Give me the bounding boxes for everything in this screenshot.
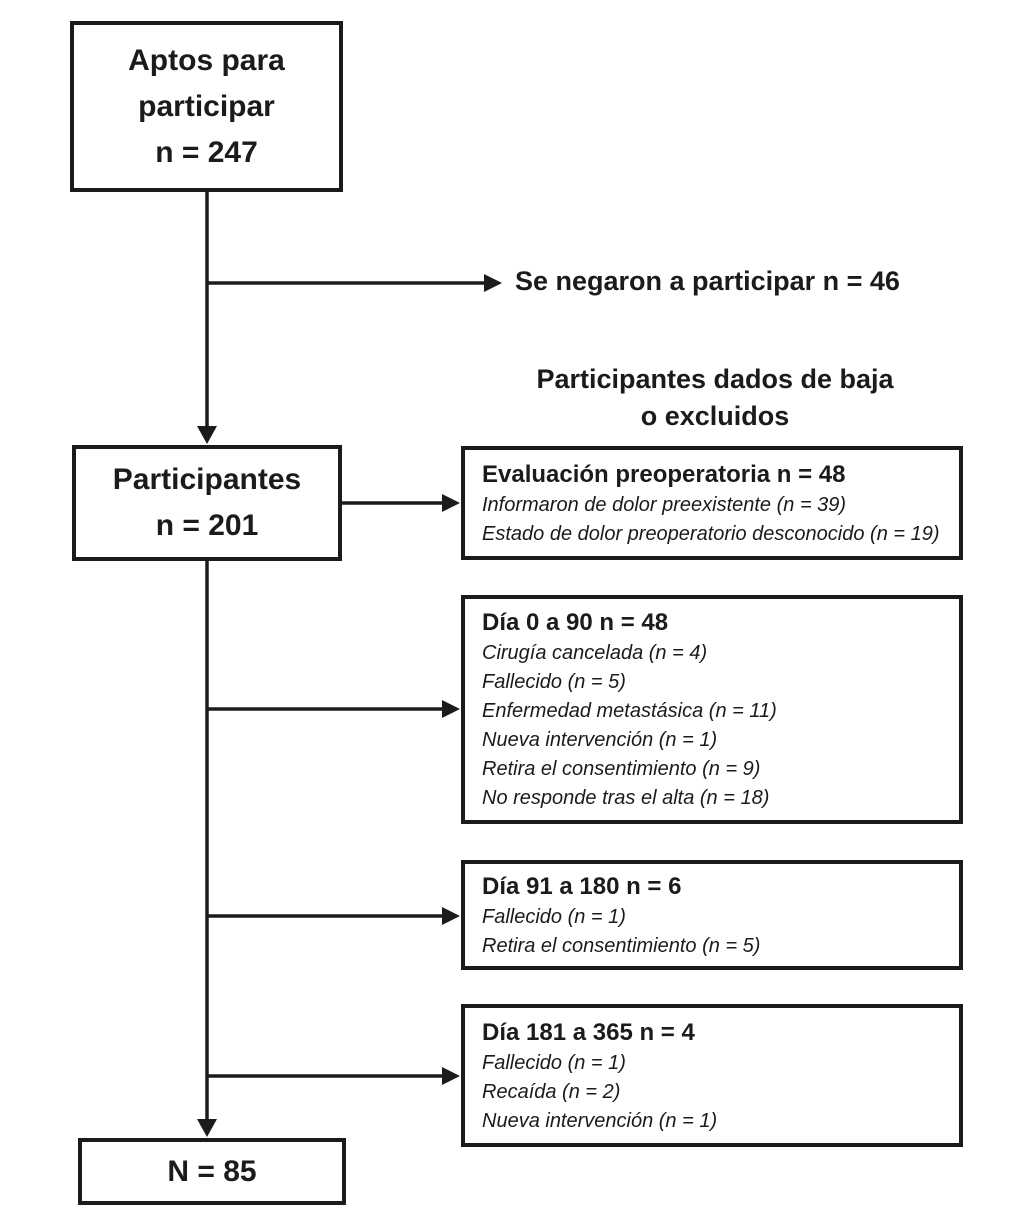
exclusion-item: Nueva intervención (n = 1) [482, 1109, 718, 1132]
node-preop-exclusions [461, 446, 963, 560]
exclusion-item: Cirugía cancelada (n = 4) [482, 642, 708, 664]
node-preop-title: Evaluación preoperatoria n = 48 [482, 460, 846, 488]
node-final [78, 1138, 346, 1205]
node-participants-line: Participantes [112, 463, 302, 496]
excluded-heading-line: Participantes dados de baja [536, 364, 894, 394]
exclusion-item: Retira el consentimiento (n = 5) [482, 934, 761, 957]
node-day-181-365-title: Día 181 a 365 n = 4 [482, 1018, 695, 1046]
node-eligible-count: n = 247 [155, 135, 258, 169]
node-final-count: N = 85 [167, 1154, 257, 1188]
arrowhead-into-participants [197, 426, 217, 444]
exclusion-item: Retira el consentimiento (n = 9) [482, 758, 761, 780]
node-eligible [70, 21, 343, 192]
exclusion-item: No responde tras el alta (n = 18) [482, 787, 770, 809]
exclusion-item: Fallecido (n = 1) [482, 1051, 626, 1074]
arrowhead-into-preop [442, 494, 460, 512]
node-day-91-180-exclusions [461, 860, 963, 970]
arrowhead-into-day-0-90 [442, 700, 460, 718]
arrowhead-into-day-181-365 [442, 1067, 460, 1085]
node-day-0-90-exclusions [461, 595, 963, 824]
refused-label: Se negaron a participar n = 46 [515, 266, 900, 296]
exclusion-item: Recaída (n = 2) [482, 1080, 621, 1103]
excluded-heading-line: o excluidos [640, 401, 790, 431]
exclusion-item: Enfermedad metastásica (n = 11) [482, 700, 777, 722]
arrowhead-into-refused [484, 274, 502, 292]
node-eligible-line: Aptos para [128, 43, 285, 77]
exclusion-item: Estado de dolor preoperatorio desconocido (n = 19) [482, 522, 940, 545]
node-participants [72, 445, 342, 561]
arrowhead-into-final [197, 1119, 217, 1137]
exclusion-item: Informaron de dolor preexistente (n = 39) [482, 493, 847, 516]
node-eligible-line: participar [138, 89, 275, 123]
exclusion-item: Fallecido (n = 1) [482, 905, 626, 928]
node-day-181-365-exclusions [461, 1004, 963, 1147]
exclusion-item: Fallecido (n = 5) [482, 671, 626, 693]
arrowhead-into-day-91-180 [442, 907, 460, 925]
excluded-heading [455, 361, 975, 435]
node-day-0-90-title: Día 0 a 90 n = 48 [482, 609, 669, 636]
exclusion-item: Nueva intervención (n = 1) [482, 729, 718, 751]
node-day-91-180-title: Día 91 a 180 n = 6 [482, 872, 682, 900]
node-participants-count: n = 201 [155, 509, 259, 542]
